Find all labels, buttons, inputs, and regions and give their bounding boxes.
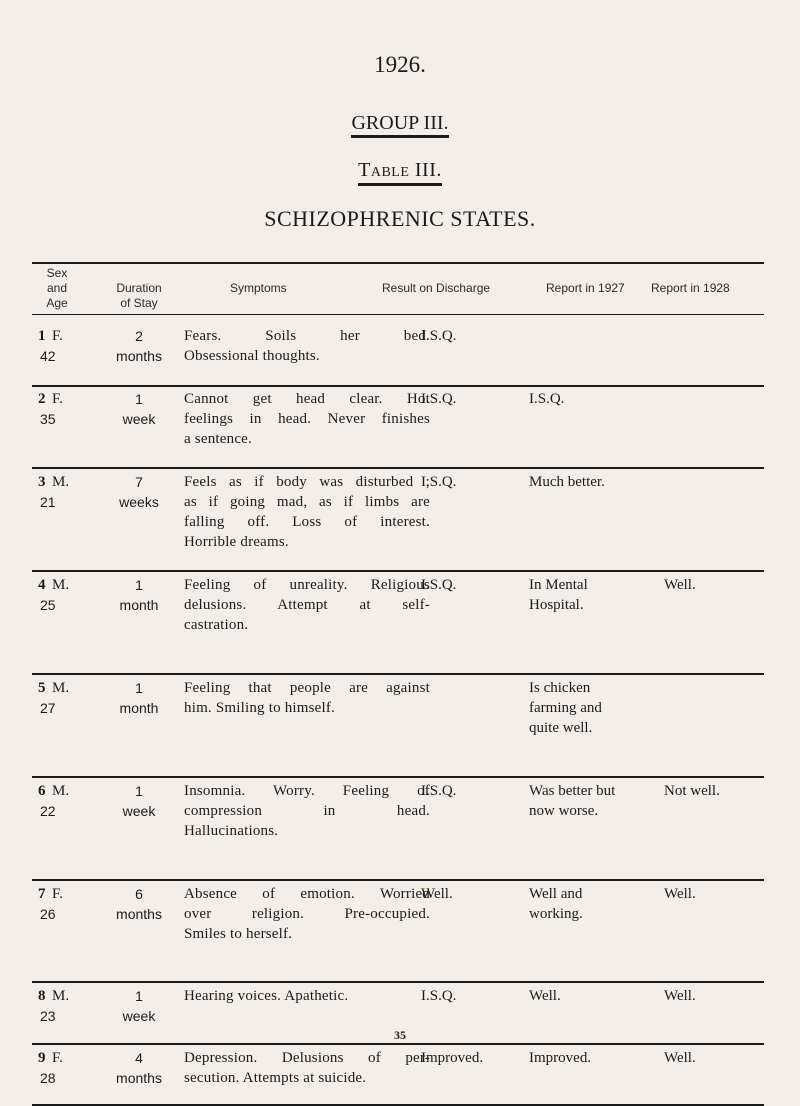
row-duration-value: 2 bbox=[135, 328, 143, 344]
row-symptoms-line: as if going mad, as if limbs are bbox=[184, 494, 430, 510]
col-header-report-1927: Report in 1927 bbox=[546, 281, 625, 295]
row-symptoms-line: Hallucinations. bbox=[184, 823, 279, 839]
col-header-sex-age bbox=[34, 266, 80, 311]
row-number: 3 bbox=[38, 474, 46, 490]
col-header-result: Result on Discharge bbox=[382, 281, 491, 295]
row-symptoms-line: delusions. Attempt at self- bbox=[184, 597, 430, 613]
row-sex: M. bbox=[52, 577, 70, 593]
row-symptoms-line: secution. Attempts at suicide. bbox=[184, 1070, 367, 1086]
row-number: 4 bbox=[38, 577, 46, 593]
row-duration-unit: months bbox=[116, 348, 162, 364]
row-separator bbox=[32, 776, 764, 778]
row-number: 6 bbox=[38, 783, 46, 799]
col-header-sex: Sex bbox=[46, 266, 68, 280]
row-symptoms-line: Horrible dreams. bbox=[184, 534, 289, 550]
row-duration-value: 4 bbox=[135, 1050, 143, 1066]
row-age: 28 bbox=[40, 1070, 56, 1086]
row-symptoms-line: Feeling that people are against bbox=[184, 680, 430, 696]
row-number: 1 bbox=[38, 328, 46, 344]
row-duration-value: 1 bbox=[135, 988, 143, 1004]
row-separator bbox=[32, 1043, 764, 1045]
row-number: 2 bbox=[38, 391, 46, 407]
row-duration-unit: week bbox=[122, 1008, 156, 1024]
row-symptoms-line: Depression. Delusions of per- bbox=[184, 1050, 430, 1066]
row-age: 42 bbox=[40, 348, 56, 364]
row-sex: M. bbox=[52, 783, 70, 799]
row-report-1928: Well. bbox=[664, 988, 696, 1004]
row-duration-unit: months bbox=[116, 906, 162, 922]
row-separator bbox=[32, 570, 764, 572]
row-duration-unit: months bbox=[116, 1070, 162, 1086]
row-sex: F. bbox=[52, 391, 63, 407]
table-title bbox=[0, 159, 800, 182]
row-report-1927-line: farming and bbox=[529, 700, 602, 716]
row-separator bbox=[32, 467, 764, 469]
row-symptoms-line: a sentence. bbox=[184, 431, 252, 447]
row-separator bbox=[32, 981, 764, 983]
row-age: 35 bbox=[40, 411, 56, 427]
row-number: 9 bbox=[38, 1050, 46, 1066]
row-report-1928: Not well. bbox=[664, 783, 720, 799]
row-sex: M. bbox=[52, 474, 70, 490]
row-symptoms-line: Fears. Soils her bed. bbox=[184, 328, 430, 344]
row-report-1927-line: working. bbox=[529, 906, 583, 922]
row-number: 5 bbox=[38, 680, 46, 696]
row-sex: M. bbox=[52, 988, 70, 1004]
row-report-1927-line: Well and bbox=[529, 886, 583, 902]
row-sex: F. bbox=[52, 1050, 63, 1066]
row-symptoms-line: over religion. Pre-occupied. bbox=[184, 906, 430, 922]
row-duration-value: 1 bbox=[135, 783, 143, 799]
row-age: 27 bbox=[40, 700, 56, 716]
row-result: I.S.Q. bbox=[421, 474, 457, 490]
row-sex: M. bbox=[52, 680, 70, 696]
col-header-duration bbox=[96, 281, 182, 311]
row-duration-value: 1 bbox=[135, 577, 143, 593]
row-result: Well. bbox=[421, 886, 453, 902]
row-report-1927-line: Well. bbox=[529, 988, 561, 1004]
row-report-1928: Well. bbox=[664, 577, 696, 593]
row-symptoms-line: Feeling of unreality. Religious bbox=[184, 577, 430, 593]
header-rule bbox=[32, 314, 764, 315]
row-report-1928: Well. bbox=[664, 886, 696, 902]
row-report-1927-line: Hospital. bbox=[529, 597, 584, 613]
row-report-1927-line: Was better but bbox=[529, 783, 616, 799]
top-rule bbox=[32, 262, 764, 264]
row-duration-value: 1 bbox=[135, 391, 143, 407]
row-report-1927-line: Improved. bbox=[529, 1050, 592, 1066]
row-age: 25 bbox=[40, 597, 56, 613]
row-duration-unit: month bbox=[119, 597, 159, 613]
page-number: 35 bbox=[394, 1028, 406, 1042]
row-duration-unit: week bbox=[122, 803, 156, 819]
row-symptoms-line: Feels as if body was disturbed ; bbox=[184, 474, 430, 490]
row-result: I.S.Q. bbox=[421, 328, 457, 344]
table-title-text: Table III. bbox=[358, 159, 442, 186]
row-symptoms-line: falling off. Loss of interest. bbox=[184, 514, 430, 530]
col-header-report-1928: Report in 1928 bbox=[651, 281, 730, 295]
col-header-duration-2: of Stay bbox=[120, 296, 158, 310]
col-header-duration-1: Duration bbox=[116, 281, 162, 295]
row-report-1927-line: Is chicken bbox=[529, 680, 591, 696]
row-result: I.S.Q. bbox=[421, 577, 457, 593]
row-symptoms-line: Hearing voices. Apathetic. bbox=[184, 988, 349, 1004]
row-symptoms-line: Insomnia. Worry. Feeling of bbox=[184, 783, 430, 799]
row-duration-unit: weeks bbox=[119, 494, 159, 510]
row-result: Improved. bbox=[421, 1050, 484, 1066]
row-symptoms-line: Cannot get head clear. Hot bbox=[184, 391, 430, 407]
row-sex: F. bbox=[52, 886, 63, 902]
row-symptoms-line: Obsessional thoughts. bbox=[184, 348, 320, 364]
row-report-1927-line: quite well. bbox=[529, 720, 593, 736]
row-report-1927-line: I.S.Q. bbox=[529, 391, 565, 407]
page-year: 1926. bbox=[374, 52, 426, 77]
row-duration-value: 6 bbox=[135, 886, 143, 902]
row-age: 26 bbox=[40, 906, 56, 922]
row-age: 21 bbox=[40, 494, 56, 510]
row-result: I.S.Q. bbox=[421, 783, 457, 799]
row-separator bbox=[32, 385, 764, 387]
row-separator bbox=[32, 673, 764, 675]
col-header-and: and bbox=[46, 281, 68, 295]
row-result: I.S.Q. bbox=[421, 988, 457, 1004]
row-report-1927-line: now worse. bbox=[529, 803, 599, 819]
group-title-text: GROUP III. bbox=[351, 112, 448, 138]
row-symptoms-line: castration. bbox=[184, 617, 249, 633]
row-duration-unit: week bbox=[122, 411, 156, 427]
row-duration-value: 7 bbox=[135, 474, 143, 490]
row-number: 7 bbox=[38, 886, 46, 902]
row-number: 8 bbox=[38, 988, 46, 1004]
row-symptoms-line: feelings in head. Never finishes bbox=[184, 411, 430, 427]
row-symptoms-line: compression in head. bbox=[184, 803, 430, 819]
col-header-age: Age bbox=[46, 296, 68, 310]
row-separator bbox=[32, 879, 764, 881]
row-report-1927-line: In Mental bbox=[529, 577, 588, 593]
row-symptoms-line: Absence of emotion. Worried bbox=[184, 886, 430, 902]
row-duration-value: 1 bbox=[135, 680, 143, 696]
row-age: 23 bbox=[40, 1008, 56, 1024]
row-symptoms-line: Smiles to herself. bbox=[184, 926, 293, 942]
table-heading: SCHIZOPHRENIC STATES. bbox=[264, 206, 536, 231]
row-duration-unit: month bbox=[119, 700, 159, 716]
row-report-1928: Well. bbox=[664, 1050, 696, 1066]
group-title bbox=[0, 112, 800, 135]
row-result: I.S.Q. bbox=[421, 391, 457, 407]
row-symptoms-line: him. Smiling to himself. bbox=[184, 700, 336, 716]
col-header-symptoms: Symptoms bbox=[230, 281, 287, 295]
row-age: 22 bbox=[40, 803, 56, 819]
row-report-1927-line: Much better. bbox=[529, 474, 605, 490]
row-sex: F. bbox=[52, 328, 63, 344]
